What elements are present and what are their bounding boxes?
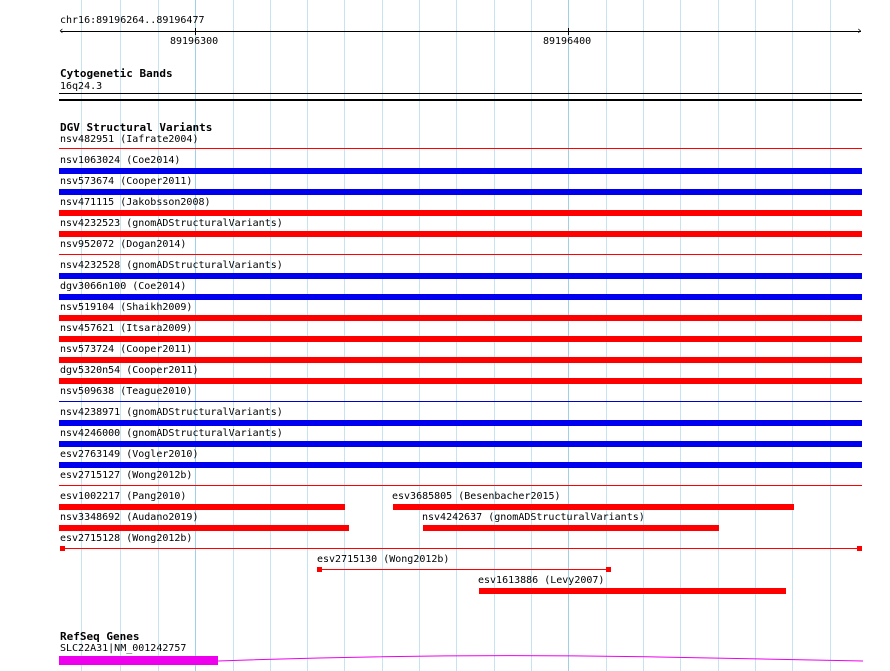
variant-label[interactable]: nsv4246000 (gnomADStructuralVariants) (60, 428, 283, 439)
ruler-range-label: chr16:89196264..89196477 (60, 15, 205, 26)
variant-label[interactable]: esv1002217 (Pang2010) (60, 491, 187, 502)
variant-bar[interactable] (61, 548, 861, 549)
variant-bar[interactable] (59, 336, 862, 342)
variant-label[interactable]: nsv509638 (Teague2010) (60, 386, 193, 397)
variant-label[interactable]: nsv4242637 (gnomADStructuralVariants) (422, 512, 645, 523)
variant-label[interactable]: esv2715130 (Wong2012b) (317, 554, 450, 565)
variant-label[interactable]: nsv4232528 (gnomADStructuralVariants) (60, 260, 283, 271)
gene-exon[interactable] (59, 656, 218, 665)
variant-label[interactable]: nsv471115 (Jakobsson2008) (60, 197, 211, 208)
variant-bar[interactable] (59, 504, 345, 510)
variant-label[interactable]: dgv5320n54 (Cooper2011) (60, 365, 199, 376)
variant-bar[interactable] (59, 168, 862, 174)
variant-bar[interactable] (59, 420, 862, 426)
variant-label[interactable]: nsv1063024 (Coe2014) (60, 155, 181, 166)
variant-bar[interactable] (59, 148, 862, 149)
variant-label[interactable]: nsv952072 (Dogan2014) (60, 239, 187, 250)
variant-bar[interactable] (59, 462, 862, 468)
variant-bar[interactable] (59, 525, 349, 531)
variant-label[interactable]: nsv482951 (Iafrate2004) (60, 134, 199, 145)
variant-label[interactable]: nsv457621 (Itsara2009) (60, 323, 193, 334)
variant-bar[interactable] (59, 189, 862, 195)
ruler-right-arrow-icon: › (856, 24, 863, 37)
variant-bar[interactable] (59, 294, 862, 300)
cytoband-label[interactable]: 16q24.3 (60, 81, 103, 92)
variant-label[interactable]: esv2763149 (Vogler2010) (60, 449, 199, 460)
variant-bar[interactable] (59, 357, 862, 363)
ruler-tick-mark (568, 28, 569, 35)
track-title: RefSeq Genes (60, 630, 140, 643)
variant-bar[interactable] (393, 504, 794, 510)
variant-bar[interactable] (59, 401, 862, 402)
variant-bar[interactable] (479, 588, 786, 594)
variant-label[interactable]: nsv573724 (Cooper2011) (60, 344, 193, 355)
cytoband-outline-bottom (59, 99, 862, 101)
variant-bar[interactable] (59, 273, 862, 279)
variant-label[interactable]: esv1613886 (Levy2007) (478, 575, 605, 586)
track-title: DGV Structural Variants (60, 121, 213, 134)
ruler-tick-label: 89196400 (543, 36, 592, 47)
gene-intron-line[interactable] (218, 650, 863, 666)
ruler-tick-mark (195, 28, 196, 35)
track-title: Cytogenetic Bands (60, 67, 173, 80)
variant-bar[interactable] (59, 485, 862, 486)
variant-label[interactable]: esv2715128 (Wong2012b) (60, 533, 193, 544)
variant-label[interactable]: nsv3348692 (Audano2019) (60, 512, 199, 523)
variant-label[interactable]: esv3685805 (Besenbacher2015) (392, 491, 561, 502)
variant-bar[interactable] (423, 525, 719, 531)
cytoband-outline-top (59, 93, 862, 94)
variant-bar[interactable] (59, 441, 862, 447)
variant-label[interactable]: nsv4238971 (gnomADStructuralVariants) (60, 407, 283, 418)
variant-bar[interactable] (59, 254, 862, 255)
variant-label[interactable]: esv2715127 (Wong2012b) (60, 470, 193, 481)
variant-bar[interactable] (59, 315, 862, 321)
ruler-tick-label: 89196300 (170, 36, 219, 47)
variant-label[interactable]: nsv519104 (Shaikh2009) (60, 302, 193, 313)
variant-label[interactable]: dgv3066n100 (Coe2014) (60, 281, 187, 292)
ruler-left-arrow-icon: ‹ (58, 24, 65, 37)
variant-label[interactable]: nsv573674 (Cooper2011) (60, 176, 193, 187)
ruler-axis-line (61, 31, 861, 32)
variant-bar[interactable] (59, 210, 862, 216)
variant-bar[interactable] (318, 569, 610, 570)
variant-bar[interactable] (59, 231, 862, 237)
variant-label[interactable]: nsv4232523 (gnomADStructuralVariants) (60, 218, 283, 229)
variant-bar[interactable] (59, 378, 862, 384)
gene-label[interactable]: SLC22A31|NM_001242757 (60, 643, 187, 654)
